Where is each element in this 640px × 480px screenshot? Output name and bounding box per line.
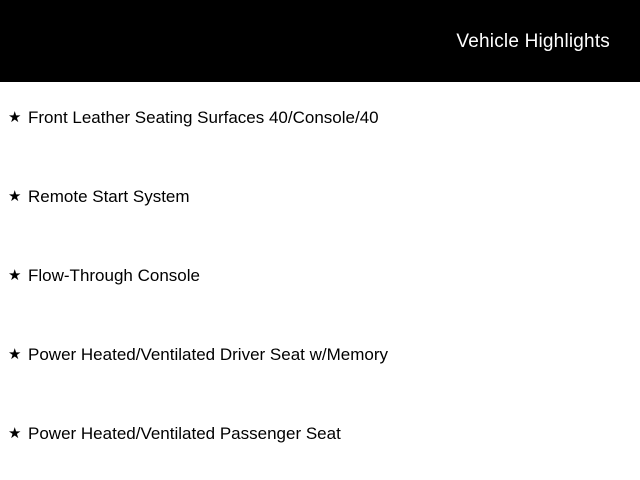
star-icon: ★ bbox=[8, 109, 22, 126]
highlight-label: Power Heated/Ventilated Driver Seat w/Memory bbox=[28, 345, 388, 364]
highlight-label: Power Heated/Ventilated Passenger Seat bbox=[28, 424, 341, 443]
list-item bbox=[0, 319, 640, 398]
list-item bbox=[0, 82, 640, 161]
star-icon: ★ bbox=[8, 188, 22, 205]
list-item bbox=[0, 240, 640, 319]
star-icon: ★ bbox=[8, 346, 22, 363]
star-icon: ★ bbox=[8, 267, 22, 284]
highlight-label: Flow-Through Console bbox=[28, 266, 200, 285]
highlights-list bbox=[0, 82, 640, 477]
list-item bbox=[0, 398, 640, 477]
header-bar bbox=[0, 0, 640, 82]
highlight-label: Front Leather Seating Surfaces 40/Console/40 bbox=[28, 108, 379, 127]
highlight-label: Remote Start System bbox=[28, 187, 190, 206]
star-icon: ★ bbox=[8, 425, 22, 442]
list-item bbox=[0, 161, 640, 240]
page-title: Vehicle Highlights bbox=[456, 30, 610, 52]
